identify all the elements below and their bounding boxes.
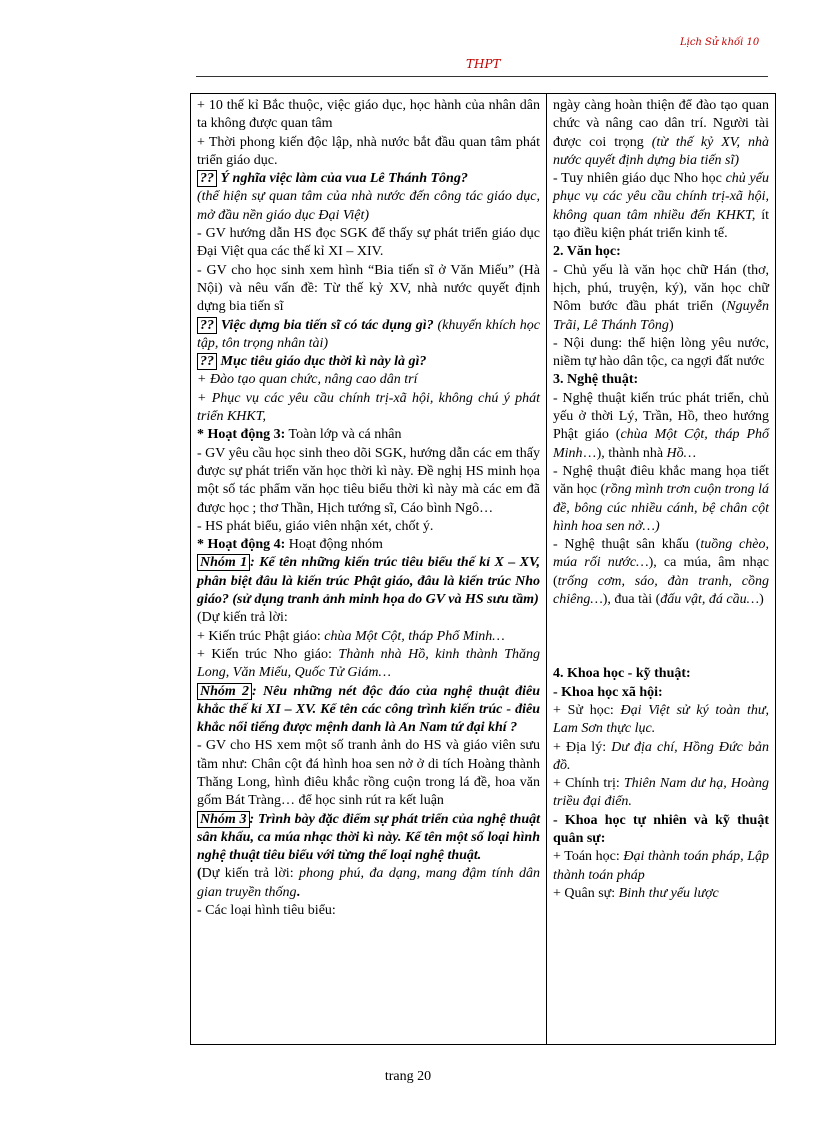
list-item: + Toán học: Đại thành toán pháp, Lập thành toán pháp bbox=[553, 849, 769, 883]
answer-item: + Phục vụ các yêu cầu chính trị-xã hội, không chú ý phát triển KHKT, bbox=[197, 390, 540, 425]
group-label: Nhóm 3 bbox=[197, 811, 250, 828]
paragraph: - GV cho HS xem một số tranh ảnh do HS và giáo viên sưu tầm như: Chân cột đá hình hoa sen nở ở di tích Hoàng thành Thăng Long, hình điêu khắc rồng cuộn trong lá đề, hoa văn gốm Bát Tràng… để học sinh rút ra kết luận bbox=[197, 738, 540, 809]
paragraph: - Tuy nhiên giáo dục Nho học chủ yếu phục vụ các yêu cầu chính trị-xã hội, không quan tâm nhiều đến KHKT, ít tạo điều kiện phát triển kinh tế. bbox=[553, 171, 769, 242]
paragraph: - GV hướng dẫn HS đọc SGK để thấy sự phát triển giáo dục Đại Việt qua các thế kỉ XI – XIV. bbox=[197, 226, 540, 260]
group-task: Nhóm 2 : Nêu những nét độc đáo của nghệ thuật điêu khắc thế kỉ XI – XV. Kể tên các công trình kiến trúc - điêu khắc nổi tiếng được mệnh danh là An Nam tứ đại khí ? bbox=[197, 683, 540, 736]
group-task: Nhóm 1 : Kể tên những kiến trúc tiêu biểu thế kỉ X – XV, phân biệt đâu là kiến trúc Phật giáo, đâu là kiến trúc Nho giáo? (sử dụng tranh ảnh minh họa do GV và HS sưu tầm) bbox=[197, 555, 540, 608]
group-task: Nhóm 3 : Trình bày đặc điểm sự phát triển của nghệ thuật sân khấu, ca múa nhạc thời kì này. Kể tên một số loại hình nghệ thuật tiêu biểu với từng thể loại nghệ thuật. bbox=[197, 811, 540, 864]
answer-item: (Dự kiến trả lời: phong phú, đa dạng, mang đậm tính dân gian truyền thống. bbox=[197, 866, 541, 900]
lesson-table bbox=[190, 93, 776, 1045]
paragraph: + Thời phong kiến độc lập, nhà nước bắt đầu quan tâm phát triển giáo dục. bbox=[197, 134, 540, 168]
question-mark-box: ?? bbox=[197, 170, 217, 187]
activity-heading: * Hoạt động 4: Hoạt động nhóm bbox=[197, 537, 383, 553]
question: ?? Mục tiêu giáo dục thời kì này là gì? bbox=[197, 353, 540, 371]
question: ?? Ý nghĩa việc làm của vua Lê Thánh Tông? (thể hiện sự quan tâm của nhà nước đến công tác giáo dục, mở đầu nền giáo dục Đại Việt) bbox=[197, 171, 540, 223]
group-label: Nhóm 2 bbox=[197, 683, 252, 700]
answer-item: + Kiến trúc Nho giáo: Thành nhà Hồ, kinh thành Thăng Long, Văn Miếu, Quốc Tử Giám… bbox=[197, 646, 540, 681]
paragraph: - HS phát biểu, giáo viên nhận xét, chốt ý. bbox=[197, 518, 434, 534]
section-heading: 2. Văn học: bbox=[553, 244, 621, 260]
section-heading: 4. Khoa học - kỹ thuật: bbox=[553, 666, 691, 682]
header-subject: Lịch Sử khối 10 bbox=[680, 37, 760, 48]
subsection-heading: - Khoa học tự nhiên và kỹ thuật quân sự: bbox=[553, 812, 769, 846]
list-item: + Sử học: Đại Việt sử ký toàn thư, Lam Sơn thực lục. bbox=[553, 702, 770, 737]
spacer bbox=[553, 609, 769, 665]
header-rule bbox=[196, 76, 768, 77]
list-item: + Quân sự: Binh thư yếu lược bbox=[553, 885, 719, 901]
list-item: + Chính trị: Thiên Nam dư hạ, Hoàng triều đại điển. bbox=[553, 776, 769, 810]
question-mark-box: ?? bbox=[197, 353, 217, 370]
section-heading: 3. Nghệ thuật: bbox=[553, 372, 639, 388]
question-mark-box: ?? bbox=[197, 317, 217, 334]
answer-item: + Kiến trúc Phật giáo: chùa Một Cột, tháp Phổ Minh… bbox=[197, 628, 505, 644]
paragraph: - GV yêu cầu học sinh theo dõi SGK, hướng dẫn các em thấy được sự phát triển văn học thời kì này. Đề nghị HS minh họa một số tác phẩm văn học tiêu biểu thời kì này mà các em đã được học ; thơ Thần, Hịch tướng sĩ, Cáo bình Ngô… bbox=[197, 445, 540, 516]
paragraph: + 10 thế kỉ Bắc thuộc, việc giáo dục, học hành của nhân dân ta không được quan tâm bbox=[197, 98, 540, 132]
paragraph: - Các loại hình tiêu biểu: bbox=[197, 903, 336, 919]
answer-item: + Đào tạo quan chức, nâng cao dân trí bbox=[197, 372, 418, 388]
paragraph: (Dự kiến trả lời: bbox=[197, 610, 288, 626]
list-item: + Địa lý: Dư địa chí, Hồng Đức bản đồ. bbox=[553, 739, 769, 773]
subsection-heading: - Khoa học xã hội: bbox=[553, 684, 663, 700]
paragraph: ngày càng hoàn thiện để đào tạo quan chức và nâng cao dân trí. Người tài được coi trọng (từ thế kỷ XV, nhà nước quyết định dựng bia tiến sĩ) bbox=[553, 98, 769, 168]
activities-column bbox=[191, 94, 547, 1045]
question: ?? Việc dựng bia tiến sĩ có tác dụng gì? (khuyến khích học tập, tôn trọng nhân tài) bbox=[197, 317, 540, 351]
paragraph: - Nghệ thuật kiến trúc phát triển, chủ yếu ở thời Lý, Trần, Hồ, theo hướng Phật giáo (chùa Một Cột, tháp Phổ Minh…), thành nhà Hồ… bbox=[553, 390, 770, 461]
paragraph: - Chủ yếu là văn học chữ Hán (thơ, hịch, phú, truyện, ký), văn học chữ Nôm bước đầu phát triển (Nguyễn Trãi, Lê Thánh Tông) bbox=[553, 262, 769, 333]
paragraph: - Nghệ thuật sân khấu (tuồng chèo, múa rối nước…), ca múa, âm nhạc (trống cơm, sáo, đàn tranh, cồng chiêng…), đua tài (đấu vật, đá cầu…) bbox=[553, 537, 770, 608]
paragraph: - Nghệ thuật điêu khắc mang họa tiết văn học (rồng mình trơn cuộn trong lá đề, bông cúc nhiều cánh, bệ chân cột hình hoa sen nở…) bbox=[553, 463, 769, 534]
group-label: Nhóm 1 bbox=[197, 554, 250, 571]
page-number: trang 20 bbox=[384, 1069, 432, 1084]
content-column bbox=[547, 94, 776, 1045]
activity-heading: * Hoạt động 3: Toàn lớp và cá nhân bbox=[197, 427, 402, 443]
header-school: THPT bbox=[466, 57, 501, 71]
paragraph: - Nội dung: thể hiện lòng yêu nước, niềm tự hào dân tộc, ca ngợi đất nước bbox=[553, 335, 769, 370]
paragraph: - GV cho học sinh xem hình “Bia tiến sĩ ở Văn Miếu” (Hà Nội) và nêu vấn đề: Từ thế kỷ XV, nhà nước quyết định dựng bia tiến sĩ bbox=[197, 262, 540, 315]
